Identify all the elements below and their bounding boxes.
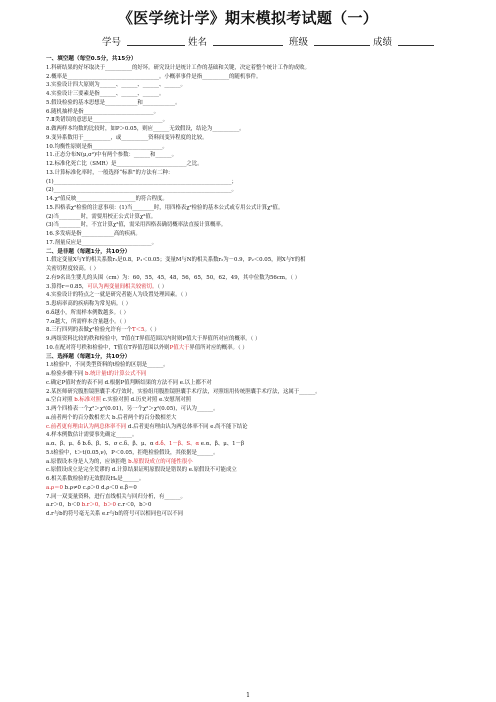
line-text: 10.在配对符号秩和检验中，T值在T界值范围以外则 (46, 344, 170, 351)
student-id-label: 学号 (102, 37, 122, 48)
line-text-after: c.r＜0，b＞0 (115, 502, 152, 509)
fill-in-question-line: 11.正态分布N(μ,σ²)中有两个参数：______和______。 (46, 152, 177, 159)
line-text: a.原假设本身是人为的，应该拒绝 (46, 458, 129, 465)
answer-highlight: b.r＞0，b＞0 (81, 502, 116, 509)
line-text: 4.样本例数估计需要事先确定______。 (46, 432, 138, 439)
fill-in-question-line: 15.四格表χ²检验的注意事项：(1)当________时，用四格表χ²检验的基本公式或专用公式计算χ²值。 (46, 204, 284, 211)
choice-question-line (46, 414, 466, 423)
line-text: 7.同一双变量资料，进行直线相关与回归分析，有______。 (46, 493, 186, 500)
class-label: 班级 (289, 37, 309, 48)
line-text: 6.相关系数检验的无效假设H₀是______。 (46, 476, 145, 482)
fill-in-question-line: (2)当________时，需要用校正公式计算χ²值。 (46, 213, 157, 220)
answer-highlight: b.统计量t的计算公式不同 (85, 371, 147, 377)
fill-in-question-line: 4.实验设计三要素是指______、______、______。 (46, 91, 165, 97)
fill-in-question-line: (1)__________________________________________________________________； (46, 178, 237, 185)
line-text: 4.实验设计的特点之一就是研究者能人为设置处理因素。（ ） (46, 292, 191, 299)
line-text: 7.α越大，所需样本含量越小。（ ） (46, 318, 130, 325)
true-false-question-line (46, 256, 466, 265)
line-text: 6.δ越小，所需样本例数越多。（ ） (46, 309, 129, 316)
true-false-question-line (46, 344, 466, 353)
line-text: 5.患病率高的疾病称为常见病。（ ） (46, 301, 132, 307)
line-text: 3.算得r＝0.85， (46, 283, 88, 290)
line-text: 8.三行四列的表做χ²检验允许有一个 (46, 327, 133, 334)
answer-highlight: 可认为两变量间相关较密切。 (87, 283, 158, 290)
fill-in-question-line: 8.做两样本均数的比较时，如P＞0.05，则应______无效假设，结论为__________。 (46, 126, 245, 132)
choice-question-line (46, 431, 466, 440)
answer-highlight: T＜5 (132, 327, 145, 334)
fill-in-question-line: 3.实验设计四大原则为______、______、______、______。 (46, 82, 186, 89)
name-label: 姓名 (188, 37, 208, 48)
line-text-after: e.α、β、μ、1－β (199, 441, 245, 447)
answer-highlight: a.ρ＝0 (46, 484, 63, 491)
line-text: 5.t检验中，t＞t(0.05,ν)，P＜0.05，拒绝检验假设，其依据是______。 (46, 449, 219, 456)
fill-in-question-line: 17.剂量反应是__________________________。 (46, 239, 157, 246)
page-number: 1 (246, 692, 250, 699)
line-text: 2.有9名出生婴儿的头围（cm）为：60，55，45，48，56，65，50，62，49，其中位数为56cm。（ ） (46, 274, 301, 281)
line-text: 3.两个四格表一个χ²＞χ²(0.01)，另一个χ²＞χ²(0.05)，可认为______。 (46, 406, 219, 412)
choice-question-line (46, 440, 466, 449)
line-text: c.原假设成立是完全荒谬的 d.计算结果证明原假设是错误的 e.原假设不可能成立 (46, 467, 237, 474)
line-text: 1.假定变量X与Y的相关系数r₁是0.8，P₁＜0.05；变量M与N的相关系数r₂为－0.9，P₂＜0.05，则X与Y的相 (46, 257, 306, 264)
choice-question-line (46, 388, 466, 397)
true-false-question-line (46, 335, 466, 344)
section-multiple-choice-heading: 三、选择题（每题1分，共10分） (46, 353, 131, 360)
true-false-question-line (46, 309, 466, 318)
line-text: 9.两组资料比较的秩和检验中，T值在T界值范围以内时则P值大于界值所对应的概率。（ ） (46, 336, 261, 342)
choice-question-line (46, 466, 466, 475)
choice-question-line (46, 484, 466, 493)
fill-in-question-line: (2)__________________________________________________________________。 (46, 187, 237, 194)
section-fill-in-heading: 一、填空题（每空0.5分，共15分） (46, 56, 137, 62)
page-title: 《医学统计学》期末模拟考试题（一） (117, 9, 379, 27)
choice-question-line (46, 501, 466, 510)
choice-question-line (46, 449, 466, 458)
true-false-question-line (46, 274, 466, 283)
answer-highlight: P值大于 (169, 344, 190, 351)
line-text-after: 。（ ） (144, 327, 160, 334)
true-false-question-line (46, 265, 466, 274)
line-text: c.确定P值时查的表不同 d.根据P值判断结果的方法不同 e.以上都不对 (46, 379, 212, 386)
choice-question-line (46, 370, 466, 379)
fill-in-question-line: 6.随机抽样是指__________________________。 (46, 108, 159, 115)
answer-highlight: b.标准对照 (74, 397, 101, 404)
class-field[interactable] (314, 45, 370, 46)
line-text: a.r＞0，b＜0 (46, 502, 82, 509)
section-true-false-heading: 二、是非题（每题1分，共10分） (46, 248, 131, 255)
line-text-after: b.ρ≠0 c.ρ＞0 d.ρ＜0 e.β＝0 (62, 484, 137, 491)
fill-in-question-line: 14.χ²值反映______________________的符合程度。 (46, 196, 168, 202)
answer-highlight: d.δ、1－β、S、α (155, 441, 200, 447)
true-false-question-line (46, 326, 466, 335)
fill-in-question-line: 13.计算标准化率时，一般选择“标准”的方法有二种： (46, 169, 174, 176)
fill-in-question-line: 10.均衡性原则是指__________________________。 (46, 143, 168, 150)
true-false-question-line (46, 318, 466, 327)
line-text-after: 界值所对应的概率。（ ） (189, 344, 248, 351)
choice-question-line (46, 475, 466, 484)
fill-in-question-line: (3)当________时，不宜计算χ²值，需采用四格表确切概率法直接计算概率。 (46, 222, 227, 229)
fill-in-question-line: 9.变异系数用于__________，或__________资料间变异程度的比较。 (46, 134, 208, 141)
answer-highlight: b.原假设成立的可能性很小 (128, 458, 193, 465)
true-false-questions (46, 256, 466, 352)
choice-question-line (46, 361, 466, 370)
exam-content (46, 55, 466, 519)
fill-in-questions (46, 64, 466, 248)
answer-highlight: c.前者更有理由认为两总体率不同 (46, 423, 127, 430)
fill-in-question-line: 16.多发病是指____________高的疾病。 (46, 231, 141, 237)
line-text-after: （ ） (157, 283, 168, 290)
choice-question-line (46, 405, 466, 414)
line-text: d.r与b的符号毫无关系 e.r与b的符号可以相同也可以不同 (46, 511, 184, 517)
line-text: a.α、β、μ、δ b.δ、β、S、σ c.δ、β、μ、α (46, 441, 156, 447)
choice-question-line (46, 493, 466, 502)
multiple-choice-questions (46, 361, 466, 519)
choice-question-line (46, 510, 466, 519)
score-field[interactable] (398, 45, 434, 46)
line-text-after: c.实验对照 d.历史对照 e.安慰剂对照 (100, 397, 191, 404)
name-field[interactable] (213, 45, 283, 46)
line-text: 1.t检验中，不同类型资料的t检验的区别是______。 (46, 362, 169, 369)
line-text: 2.某医师研究腹腔镜胆囊手术疗效时，实验组用腹腔镜胆囊手术疗法，对照组用传统胆囊手术疗法，这属于______。 (46, 388, 321, 395)
line-text: a.空白对照 (46, 397, 75, 404)
score-label: 成绩 (373, 37, 393, 48)
choice-question-line (46, 458, 466, 467)
line-text: a.前者两个的百分数相差大 b.后者两个的百分数相差大 (46, 414, 177, 421)
line-text: a.检验步骤不同 (46, 371, 85, 377)
true-false-question-line (46, 291, 466, 300)
choice-question-line (46, 423, 466, 432)
line-text: 关密切程度较高。（ ） (46, 266, 99, 272)
fill-in-question-line: 12.标准化死亡比（SMR）是__________________________之比。 (46, 161, 203, 167)
line-text-after: d.后者更有理由认为两总体率不同 e.尚不能下结论 (126, 423, 248, 430)
student-id-field[interactable] (127, 45, 185, 46)
choice-question-line (46, 396, 466, 405)
fill-in-question-line: 5.假设检验的基本思想是____________和____________。 (46, 99, 181, 106)
fill-in-question-line: 7.Ⅱ类错误的意思是__________________________。 (46, 117, 169, 124)
true-false-question-line (46, 283, 466, 292)
fill-in-question-line: 1.科研结果的好坏取决于__________的好坏。研究设计是统计工作的基础和关键，决定着整个统计工作的成败。 (46, 64, 310, 71)
choice-question-line (46, 379, 466, 388)
true-false-question-line (46, 300, 466, 309)
fill-in-question-line: 2.概率是__________________________________。小概率事件是指__________的随机事件。 (46, 73, 262, 80)
